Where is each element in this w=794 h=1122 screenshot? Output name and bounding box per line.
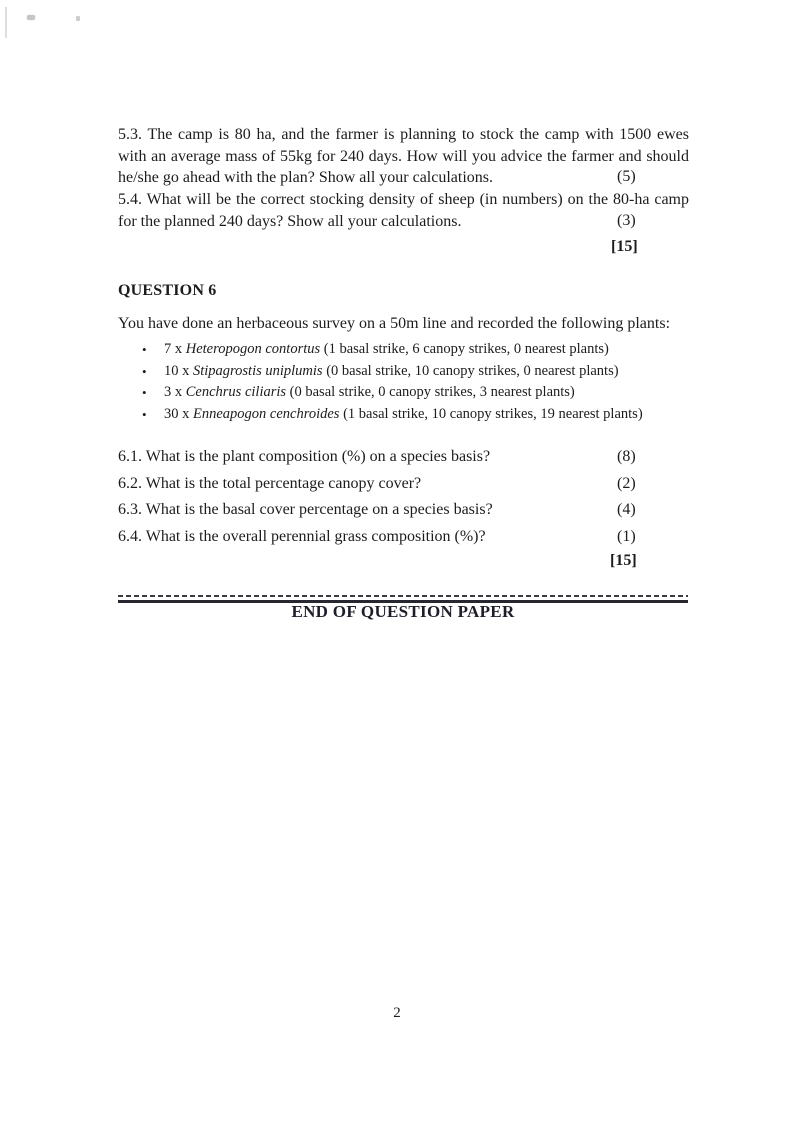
question-text: What will be the correct stocking density of sheep (in numbers) on the 80-ha camp for the planned 240 days? Show all your calculations. <box>118 191 689 230</box>
marks-6-3: (4) <box>617 501 636 519</box>
list-item <box>142 361 672 383</box>
marks-6-1: (8) <box>617 448 636 465</box>
scan-artifact-speck <box>76 16 80 21</box>
question-number: 6.1. <box>118 448 142 465</box>
species-name: Cenchrus ciliaris <box>185 384 287 400</box>
strike-detail: (0 basal strike, 10 canopy strikes, 0 nearest plants) <box>322 362 619 379</box>
survey-item-text <box>164 361 619 383</box>
marks-6-2: (2) <box>617 474 636 492</box>
question-6-heading: QUESTION 6 <box>118 282 217 299</box>
species-name: Enneapogon cenchroides <box>193 405 340 422</box>
subquestion-row <box>118 526 689 553</box>
strike-detail: (1 basal strike, 10 canopy strikes, 19 nearest plants) <box>339 405 643 422</box>
survey-item-text <box>164 382 575 404</box>
question-number: 6.4. <box>118 527 142 545</box>
bullet-icon: • <box>142 406 147 422</box>
species-name: Heteropogon contortus <box>185 341 321 357</box>
question-number: 5.4. <box>118 191 142 208</box>
marks-5-4: (3) <box>617 212 636 229</box>
list-item <box>142 404 672 426</box>
dashed-divider <box>118 595 688 597</box>
question-text: What is the overall perennial grass composition (%)? <box>145 527 486 545</box>
question-6-subquestions <box>118 446 689 552</box>
question-text: What is the total percentage canopy cover? <box>145 474 422 492</box>
survey-bullet-list <box>142 339 672 425</box>
question-text: What is the basal cover percentage on a species basis? <box>145 501 493 519</box>
list-item <box>142 382 672 404</box>
count-text: 3 x <box>164 384 186 400</box>
end-of-paper-text: END OF QUESTION PAPER <box>291 602 515 621</box>
count-text: 30 x <box>164 405 193 422</box>
bullet-icon: • <box>142 363 147 379</box>
question-6-intro: You have done an herbaceous survey on a 50m line and recorded the following plants: <box>118 315 671 332</box>
scan-artifact-line <box>5 7 7 38</box>
question-number: 6.3. <box>118 501 142 519</box>
subquestion-row <box>118 473 689 500</box>
question-5-total-marks: [15] <box>611 238 638 255</box>
list-item <box>142 339 672 361</box>
question-5-4-paragraph <box>118 189 689 232</box>
subquestion-row <box>118 446 689 473</box>
scan-artifact-speck <box>27 15 35 20</box>
species-name: Stipagrostis uniplumis <box>193 362 323 379</box>
subquestion-row <box>118 499 689 526</box>
bullet-icon: • <box>142 342 147 357</box>
count-text: 7 x <box>164 341 186 357</box>
survey-item-text <box>164 339 609 361</box>
question-number: 5.3. <box>118 126 142 143</box>
question-5-3-paragraph <box>118 124 689 189</box>
survey-item-text <box>164 404 643 426</box>
strike-detail: (1 basal strike, 6 canopy strikes, 0 nearest plants) <box>320 341 609 357</box>
question-number: 6.2. <box>118 474 142 492</box>
marks-5-3: (5) <box>617 168 636 185</box>
strike-detail: (0 basal strike, 0 canopy strikes, 3 nearest plants) <box>286 384 575 400</box>
question-text: What is the plant composition (%) on a species basis? <box>145 448 491 465</box>
count-text: 10 x <box>164 362 193 379</box>
question-6-total-marks: [15] <box>610 552 637 569</box>
page-number: 2 <box>393 1005 401 1021</box>
bullet-icon: • <box>142 385 147 400</box>
marks-6-4: (1) <box>617 527 636 545</box>
question-text: The camp is 80 ha, and the farmer is planning to stock the camp with 1500 ewes with an average mass of 55kg for 240 days. How will you advice the farmer and should he/she go ahead with the plan? Show all your calculations. <box>118 126 689 186</box>
